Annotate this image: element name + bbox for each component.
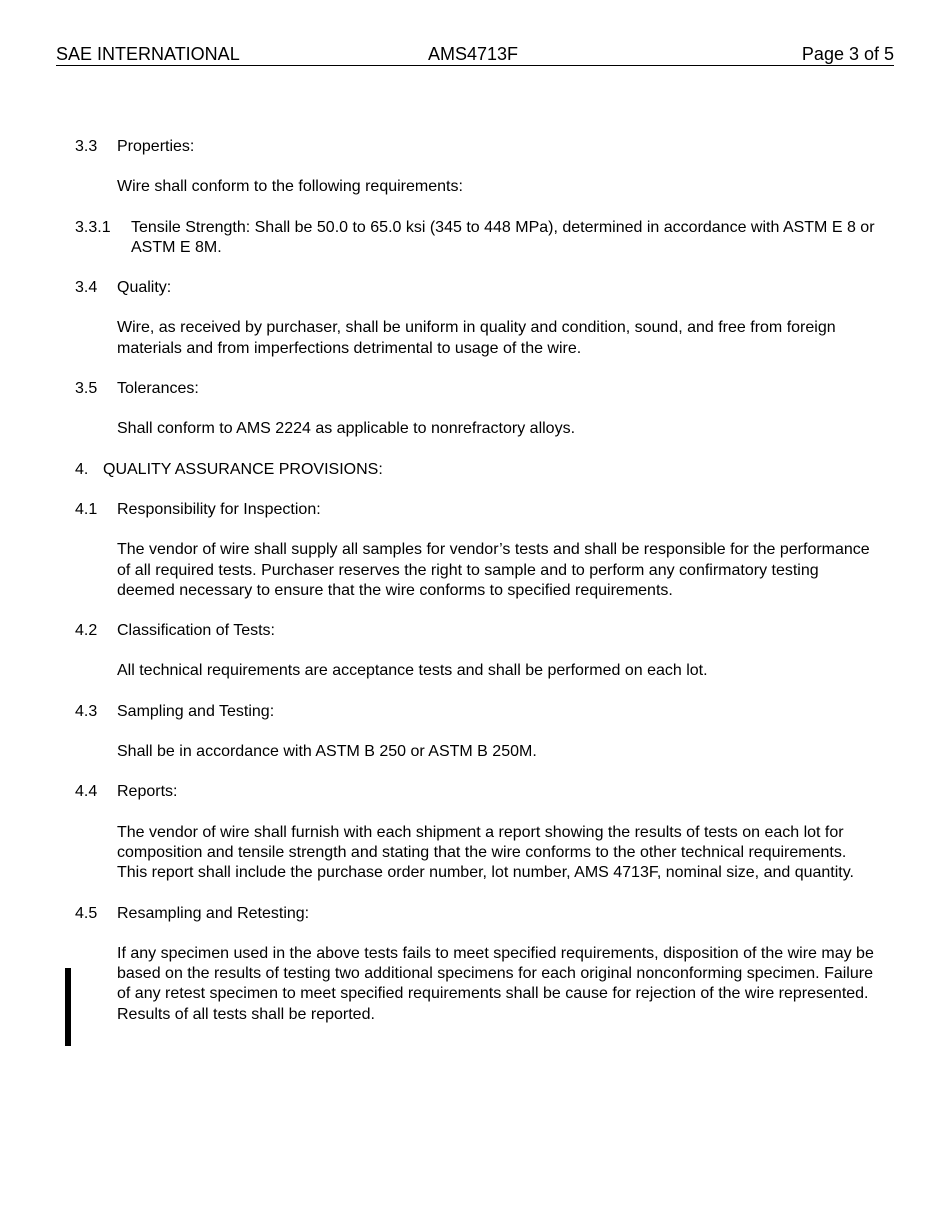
revision-change-bar	[65, 968, 71, 1046]
section-number: 3.5	[75, 380, 98, 398]
section-number: 4.1	[75, 500, 98, 518]
section-3-5-heading	[75, 379, 875, 399]
header-page-label: Page 3 of 5	[801, 44, 894, 64]
section-title: Quality:	[117, 279, 172, 297]
section-number: 4.2	[75, 622, 98, 640]
section-title: Resampling and Retesting:	[117, 904, 310, 922]
section-3-3-1	[75, 218, 875, 259]
section-4-5-text: If any specimen used in the above tests fails to meet specified requirements, disposition of the wire may be based on the results of testing two additional specimens for each original nonconforming specimen. Failure of any retest specimen to meet specified requirements shall be cause for rejection of the wire represented. Results of all tests shall be reported.	[117, 944, 874, 1023]
section-number: 4.4	[75, 783, 98, 801]
section-title: Properties:	[117, 138, 195, 155]
section-title: Responsibility for Inspection:	[117, 500, 321, 518]
section-4-3-text: Shall be in accordance with ASTM B 250 or ASTM B 250M.	[117, 743, 537, 761]
section-number: 3.3	[75, 138, 98, 155]
section-3-4-text: Wire, as received by purchaser, shall be uniform in quality and condition, sound, and free from foreign materials and from imperfections detrimental to usage of the wire.	[117, 319, 836, 357]
section-3-4-heading	[75, 278, 875, 298]
section-number: 3.3.1	[75, 218, 111, 236]
section-3-3-heading	[75, 137, 875, 157]
section-4-4-text: The vendor of wire shall furnish with each shipment a report showing the results of tests on each lot for composition and tensile strength and stating that the wire conforms to the other technical requirements. This report shall include the purchase order number, lot number, AMS 4713F, nominal size, and quantity.	[117, 823, 854, 882]
section-4-2-heading	[75, 621, 875, 641]
header-doc-number: AMS4713F	[428, 44, 519, 64]
section-4-heading	[75, 460, 875, 480]
section-number: 4.3	[75, 702, 98, 720]
section-text: Tensile Strength: Shall be 50.0 to 65.0 ksi (345 to 448 MPa), determined in accordance with ASTM E 8 or ASTM E 8M.	[131, 218, 875, 256]
section-title: Reports:	[117, 783, 178, 801]
document-body	[75, 137, 875, 1045]
section-4-5-heading	[75, 904, 875, 924]
section-4-1-heading	[75, 500, 875, 520]
section-4-1-text: The vendor of wire shall supply all samples for vendor’s tests and shall be responsible for the performance of all required tests. Purchaser reserves the right to sample and to perform any confirmatory testing deemed necessary to ensure that the wire conforms to specified requirements.	[117, 541, 870, 599]
page-header	[56, 43, 894, 66]
section-title: Classification of Tests:	[117, 622, 275, 640]
section-title: Sampling and Testing:	[117, 702, 275, 720]
section-number: 3.4	[75, 279, 98, 297]
section-4-4-heading	[75, 782, 875, 802]
section-3-3-text: Wire shall conform to the following requirements:	[117, 178, 463, 196]
section-4-2-text: All technical requirements are acceptance tests and shall be performed on each lot.	[117, 662, 708, 680]
section-number: 4.	[75, 460, 89, 478]
header-org: SAE INTERNATIONAL	[56, 44, 240, 64]
section-4-3-heading	[75, 702, 875, 722]
section-number: 4.5	[75, 904, 98, 922]
section-3-5-text: Shall conform to AMS 2224 as applicable to nonrefractory alloys.	[117, 420, 576, 438]
section-title: QUALITY ASSURANCE PROVISIONS:	[103, 460, 383, 478]
section-title: Tolerances:	[117, 380, 199, 398]
